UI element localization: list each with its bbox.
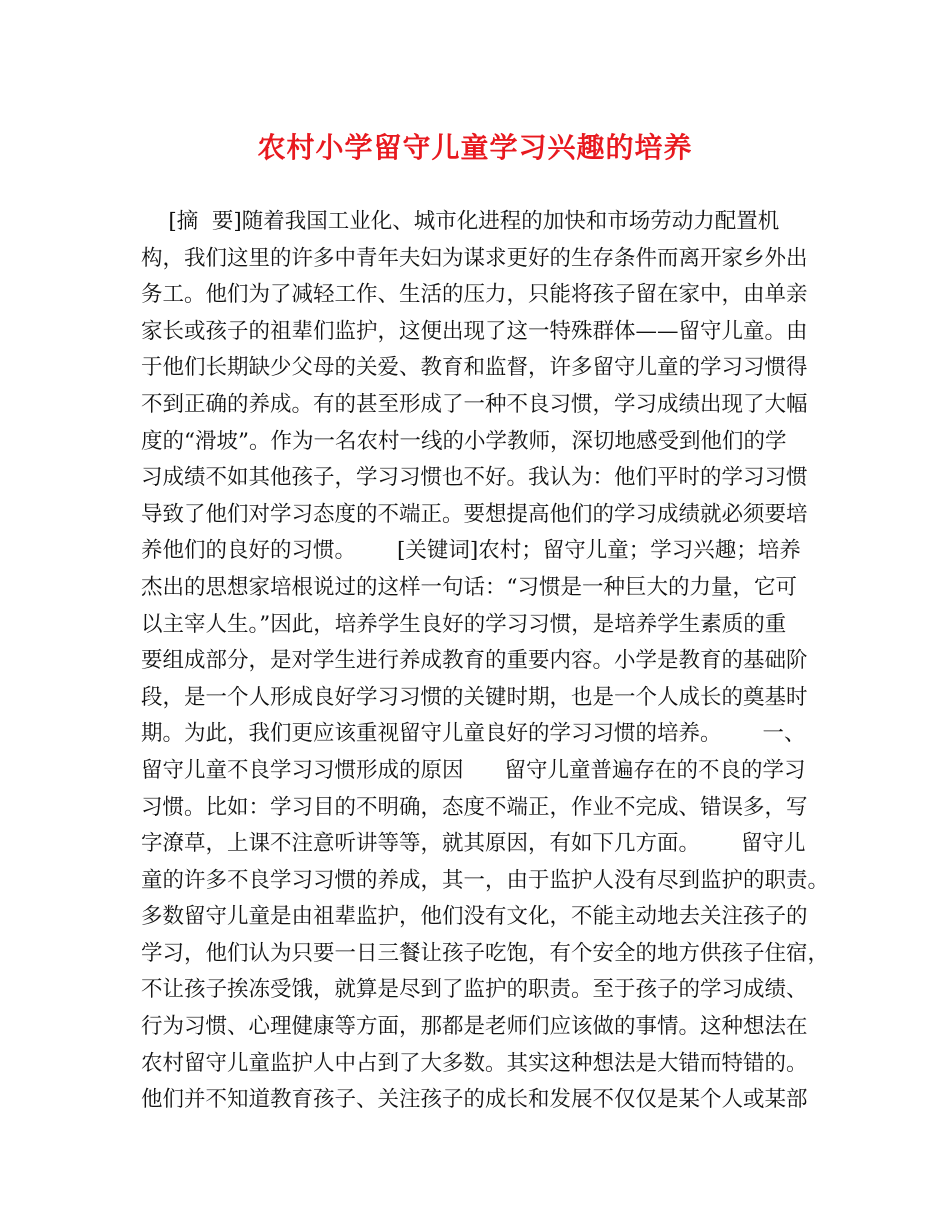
body-line: 以主宰人生。”因此，培养学生良好的学习习惯，是培养学生素质的重 — [141, 611, 787, 637]
body-line: 农村留守儿童监护人中占到了大多数。其实这种想法是大错而特错的。 — [141, 1050, 808, 1076]
body-line: 段，是一个人形成良好学习习惯的关键时期，也是一个人成长的奠基时 — [141, 684, 808, 710]
body-line: 他们并不知道教育孩子、关注孩子的成长和发展不仅仅是某个人或某部 — [141, 1087, 808, 1113]
body-line: 构，我们这里的许多中青年夫妇为谋求更好的生存条件而离开家乡外出 — [141, 245, 808, 271]
body-line: 童的许多不良学习习惯的养成，其一，由于监护人没有尽到监护的职责。 — [141, 867, 830, 893]
document-body — [141, 204, 831, 1119]
body-line: 不到正确的养成。有的甚至形成了一种不良习惯，学习成绩出现了大幅 — [141, 391, 808, 417]
body-line: 务工。他们为了减轻工作、生活的压力，只能将孩子留在家中，由单亲 — [141, 282, 808, 308]
body-line: 行为习惯、心理健康等方面，那都是老师们应该做的事情。这种想法在 — [141, 1014, 808, 1040]
document-title: 农村小学留守儿童学习兴趣的培养 — [257, 131, 693, 164]
body-line: 习成绩不如其他孩子，学习习惯也不好。我认为：他们平时的学习习惯 — [141, 465, 808, 491]
body-line: 字潦草，上课不注意听讲等等，就其原因，有如下几方面。 留守儿 — [141, 831, 806, 857]
body-line: 留守儿童不良学习习惯形成的原因 留守儿童普遍存在的不良的学习 — [141, 757, 806, 783]
body-line: 要组成部分，是对学生进行养成教育的重要内容。小学是教育的基础阶 — [141, 648, 808, 674]
body-line: 于他们长期缺少父母的关爱、教育和监督，许多留守儿童的学习习惯得 — [141, 355, 808, 381]
body-line: 习惯。比如：学习目的不明确，态度不端正，作业不完成、错误多，写 — [141, 794, 808, 820]
body-line: 不让孩子挨冻受饿，就算是尽到了监护的职责。至于孩子的学习成绩、 — [141, 977, 808, 1003]
body-line: 养他们的良好的习惯。 [关键词]农村；留守儿童；学习兴趣；培养 — [141, 538, 801, 564]
body-line: 导致了他们对学习态度的不端正。要想提高他们的学习成绩就必须要培 — [141, 501, 808, 527]
body-line: 学习，他们认为只要一日三餐让孩子吃饱，有个安全的地方供孩子住宿， — [141, 940, 830, 966]
body-line: 度的“滑坡”。作为一名农村一线的小学教师，深切地感受到他们的学 — [141, 428, 787, 454]
body-line: 期。为此，我们更应该重视留守儿童良好的学习习惯的培养。 一、 — [141, 721, 806, 747]
body-line: 杰出的思想家培根说过的这样一句话：“习惯是一种巨大的力量，它可 — [141, 574, 797, 600]
body-line: [摘 要]随着我国工业化、城市化进程的加快和市场劳动力配置机 — [141, 209, 780, 234]
body-line: 家长或孩子的祖辈们监护，这便出现了这一特殊群体——留守儿童。由 — [141, 318, 808, 344]
body-line: 多数留守儿童是由祖辈监护，他们没有文化，不能主动地去关注孩子的 — [141, 904, 808, 930]
